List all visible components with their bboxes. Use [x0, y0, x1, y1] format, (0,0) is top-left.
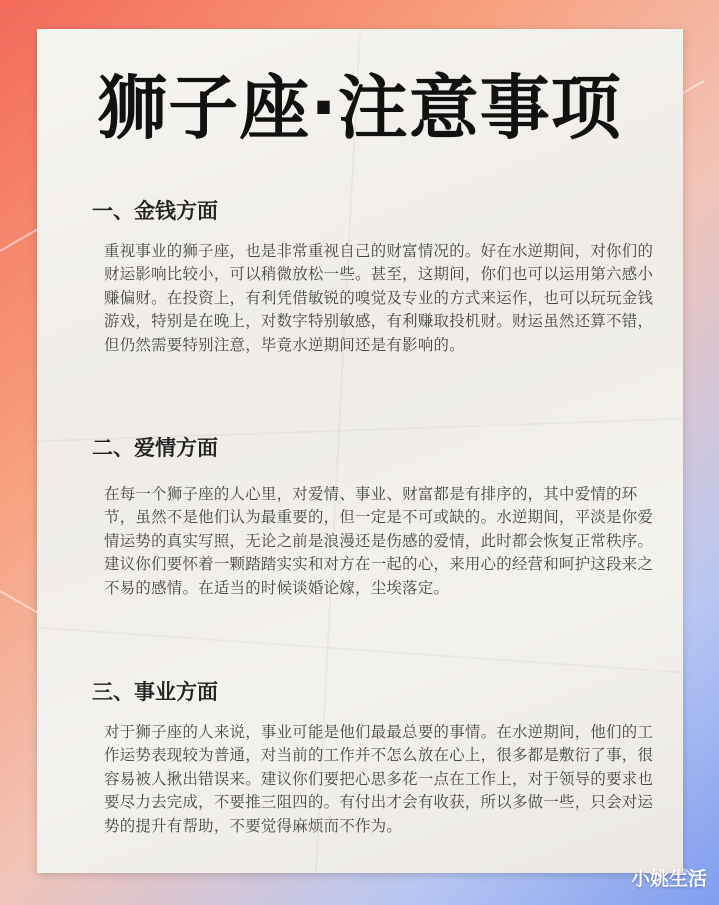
section-body-career: 对于狮子座的人来说，事业可能是他们最最总要的事情。在水逆期间，他们的工作运势表现较为普通，对当前的工作并不怎么放在心上，很多都是敷衍了事，很容易被人揪出错误来。建议你们要把心思多花一点在工作上，对于领导的要求也要尽力去完成，不要推三阻四的。有付出才会有收获，所以多做一些，只会对运势的提升有帮助，不要觉得麻烦而不作为。 [104, 723, 654, 835]
paper-crease [38, 626, 683, 673]
watermark: 小姚生活 [630, 868, 707, 890]
section-heading-career: 三、事业方面 [92, 680, 218, 704]
page-title: 狮子座·注意事项 [97, 67, 622, 149]
section-body-money: 重视事业的狮子座，也是非常重视自己的财富情况的。好在水逆期间，对你们的财运影响比较小，可以稍微放松一些。甚至，这期间，你们也可以运用第六感小赚偏财。在投资上，有利凭借敏锐的嗅觉及专业的方式来运作，也可以玩玩金钱游戏，特别是在晚上，对数字特别敏感，有利赚取投机财。财运虽然还算不错，但仍然需要特别注意，毕竟水逆期间还是有影响的。 [104, 242, 654, 354]
section-body-love: 在每一个狮子座的人心里，对爱情、事业、财富都是有排序的，其中爱情的环节，虽然不是他们认为最重要的，但一定是不可或缺的。水逆期间，平淡是你爱情运势的真实写照，无论之前是浪漫还是伤感的爱情，此时都会恢复正常秩序。建议你们要怀着一颗踏踏实实和对方在一起的心，来用心的经营和呵护这段来之不易的感情。在适当的时候谈婚论嫁，尘埃落定。 [104, 485, 654, 597]
section-heading-money: 一、金钱方面 [92, 199, 218, 223]
section-heading-love: 二、爱情方面 [92, 436, 218, 460]
